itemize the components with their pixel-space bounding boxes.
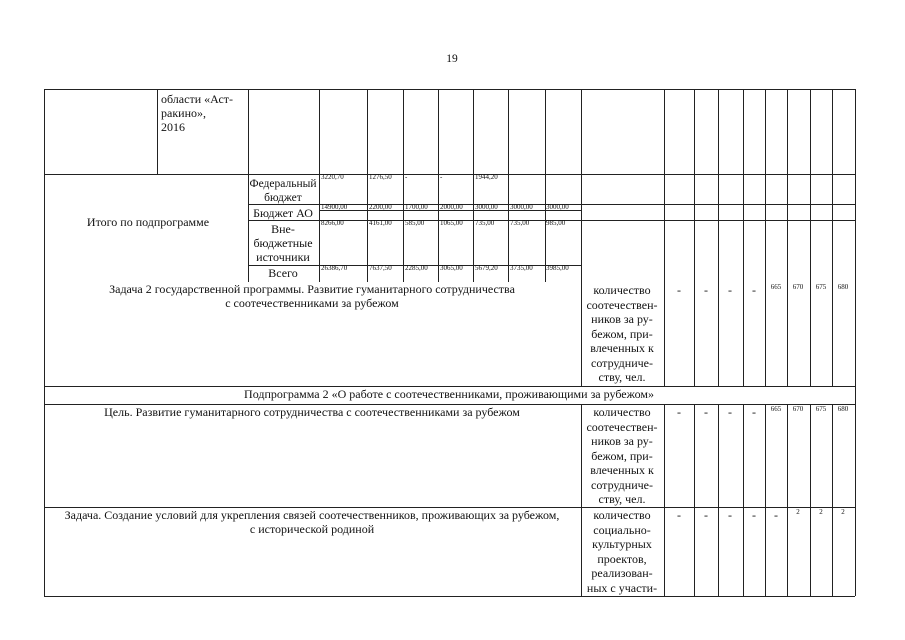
amount-cell: 14900,00 — [321, 203, 348, 211]
page-number: 19 — [446, 53, 458, 65]
indicator-line: количество — [593, 283, 651, 297]
amount-cell: - — [405, 173, 408, 181]
indicator-line: сотрудниче- — [591, 477, 653, 492]
column-rule — [157, 89, 158, 174]
task2-title: с соотечественниками за рубежом — [225, 296, 399, 310]
task-title: с исторической родиной — [249, 522, 375, 536]
indicator-line: ников за ру- — [591, 434, 653, 448]
amount-cell: 3735,00 — [510, 264, 533, 272]
indicator-line: бежом, при- — [591, 448, 653, 463]
target-value: - — [704, 508, 708, 522]
target-value: - — [752, 508, 756, 522]
indicator-line: проектов, — [597, 551, 647, 566]
region-line: ракино», — [161, 106, 206, 120]
indicator-line: сотрудниче- — [591, 355, 653, 370]
indicator-line: количество — [593, 508, 651, 522]
amount-cell: 3220,70 — [321, 173, 344, 181]
target-value: 670 — [792, 405, 804, 413]
funding-source: Вне- — [271, 222, 295, 236]
target-value: - — [774, 508, 778, 522]
indicator-line: реализован- — [591, 566, 653, 580]
amount-cell: 2200,00 — [369, 203, 392, 211]
funding-source: бюджет — [264, 192, 302, 204]
target-value: - — [728, 405, 732, 419]
indicator-line: влеченных к — [590, 341, 654, 355]
indicator-line: бежом, при- — [591, 326, 653, 341]
table-bottom-border — [44, 596, 855, 597]
amount-cell: 985,00 — [546, 219, 566, 227]
task2-title: Задача 2 государственной программы. Развитие гуманитарного сотрудничества — [109, 282, 515, 296]
table-top-border — [44, 89, 855, 90]
target-value: - — [704, 283, 708, 297]
target-value: 675 — [815, 283, 827, 291]
amount-cell: - — [440, 173, 443, 181]
target-value: - — [752, 283, 756, 297]
amount-cell: 2285,00 — [405, 264, 428, 272]
goal-title: Цель. Развитие гуманитарного сотрудничества с соотечественниками за рубежом — [104, 405, 520, 419]
indicator-line: соотечествен- — [586, 419, 658, 434]
funding-source: Федеральный — [249, 178, 317, 190]
amount-cell: 8266,00 — [321, 219, 344, 227]
target-value: - — [677, 508, 681, 522]
target-value: - — [677, 283, 681, 297]
amount-cell: 26386,70 — [321, 264, 348, 272]
indicator-line: ству, чел. — [598, 370, 646, 384]
region-line: 2016 — [161, 120, 185, 134]
target-value: 680 — [837, 283, 849, 291]
amount-cell: 3985,00 — [546, 264, 569, 272]
target-value: - — [728, 283, 732, 297]
target-value: 2 — [819, 508, 823, 516]
region-line: области «Аст- — [161, 92, 234, 106]
target-value: - — [728, 508, 732, 522]
amount-cell: 2000,00 — [440, 203, 463, 211]
target-value: 675 — [815, 405, 827, 413]
target-value: - — [677, 405, 681, 419]
target-value: 665 — [770, 405, 782, 413]
amount-cell: 3000,00 — [475, 203, 498, 211]
indicator-line: влеченных к — [590, 463, 654, 477]
amount-cell: 1065,00 — [440, 219, 463, 227]
indicator-line: культурных — [592, 537, 652, 551]
task-title: Задача. Создание условий для укрепления связей соотечественников, проживающих за рубежом, — [64, 508, 560, 522]
amount-cell: 3000,00 — [510, 203, 533, 211]
amount-cell: 3065,00 — [440, 264, 463, 272]
subprogram-title: Подпрограмма 2 «О работе с соотечественниками, проживающими за рубежом» — [244, 387, 654, 401]
amount-cell: 1276,50 — [369, 173, 392, 181]
amount-cell: 7637,50 — [369, 264, 392, 272]
subtotal-label: Итого по подпрограмме — [86, 215, 210, 229]
indicator-line: ников за ру- — [591, 312, 653, 326]
amount-cell: 4161,00 — [369, 219, 392, 227]
target-value: 2 — [796, 508, 800, 516]
target-value: 670 — [792, 283, 804, 291]
indicator-line: количество — [593, 405, 651, 419]
amount-cell: 1944,20 — [475, 173, 498, 181]
funding-source: Всего — [268, 266, 298, 280]
amount-cell: 5679,20 — [475, 264, 498, 272]
amount-cell: 735,00 — [475, 219, 495, 227]
amount-cell: 735,00 — [510, 219, 530, 227]
amount-cell: 3000,00 — [546, 203, 569, 211]
funding-source: Бюджет АО — [253, 206, 313, 220]
row-separator — [44, 174, 855, 175]
target-value: 680 — [837, 405, 849, 413]
funding-source: источники — [256, 250, 310, 264]
target-value: 2 — [841, 508, 845, 516]
indicator-line: ных с участи- — [586, 580, 658, 595]
target-value: - — [752, 405, 756, 419]
amount-cell: 585,00 — [405, 219, 425, 227]
target-value: 665 — [770, 283, 782, 291]
funding-source: бюджетные — [253, 236, 313, 250]
indicator-line: соотечествен- — [586, 297, 658, 312]
amount-cell: 1700,00 — [405, 203, 428, 211]
indicator-line: ству, чел. — [598, 492, 646, 506]
indicator-line: социально- — [593, 522, 651, 537]
target-value: - — [704, 405, 708, 419]
